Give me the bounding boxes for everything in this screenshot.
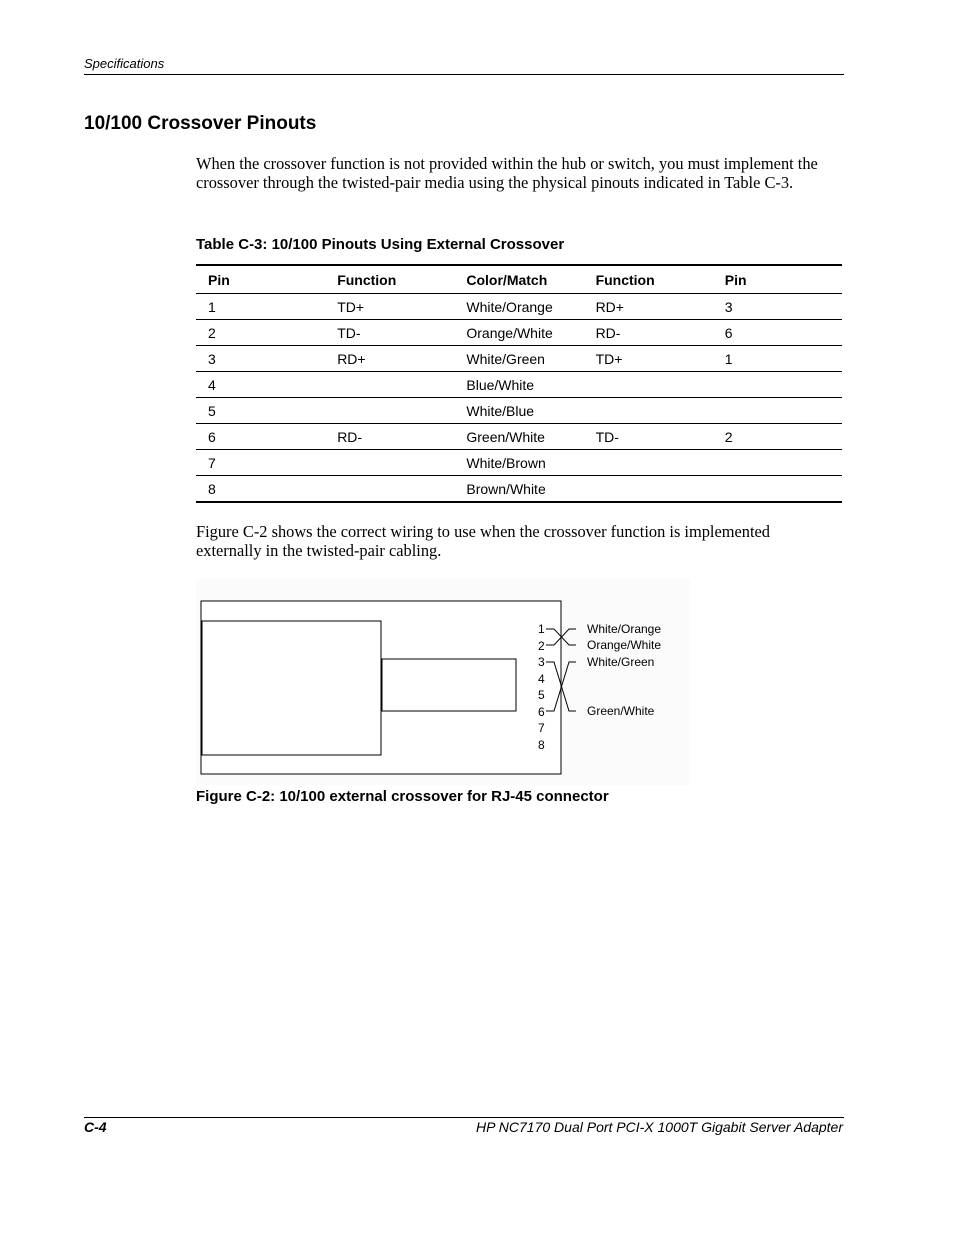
table-cell	[325, 450, 454, 476]
figure-caption: Figure C-2: 10/100 external crossover for RJ-45 connector	[196, 788, 609, 805]
table-cell: 2	[713, 424, 842, 450]
table-cell: 1	[713, 346, 842, 372]
table-cell: RD+	[325, 346, 454, 372]
table-cell: 1	[196, 294, 325, 320]
figure-intro-paragraph: Figure C-2 shows the correct wiring to use when the crossover function is implemented externally in the twisted-pair cabling.	[196, 522, 771, 560]
table-cell: Green/White	[454, 424, 583, 450]
table-row	[196, 294, 842, 320]
table-cell: RD-	[325, 424, 454, 450]
table-cell: White/Green	[454, 346, 583, 372]
crossover-diagram	[196, 579, 690, 785]
table-header-row	[196, 265, 842, 294]
column-header: Function	[584, 265, 713, 294]
table-cell: 6	[713, 320, 842, 346]
footer-rule	[84, 1117, 844, 1118]
intro-paragraph: When the crossover function is not provided within the hub or switch, you must implement the crossover through the twisted-pair media using the physical pinouts indicated in Table C-3.	[196, 154, 818, 192]
table-cell: White/Brown	[454, 450, 583, 476]
table-cell: TD+	[584, 346, 713, 372]
table-row	[196, 372, 842, 398]
pinout-table	[196, 264, 842, 503]
pin-label: 4	[538, 672, 545, 686]
section-title: 10/100 Crossover Pinouts	[84, 113, 317, 134]
table-cell: Blue/White	[454, 372, 583, 398]
table-cell: Orange/White	[454, 320, 583, 346]
table-cell	[713, 372, 842, 398]
table-cell: 3	[713, 294, 842, 320]
wire-label: Orange/White	[587, 638, 662, 652]
wire-label: Green/White	[587, 704, 655, 718]
column-header: Pin	[196, 265, 325, 294]
wire-label: White/Orange	[587, 622, 662, 636]
table-row	[196, 476, 842, 503]
table-cell	[325, 398, 454, 424]
column-header: Function	[325, 265, 454, 294]
pin-label: 2	[538, 639, 545, 653]
header-rule	[84, 74, 844, 75]
rj45-connector	[382, 659, 516, 711]
pin-label: 1	[538, 622, 545, 636]
table-cell: White/Orange	[454, 294, 583, 320]
table-cell	[325, 476, 454, 503]
table-cell: 5	[196, 398, 325, 424]
table-cell: RD+	[584, 294, 713, 320]
table-cell	[584, 476, 713, 503]
table-cell: RD-	[584, 320, 713, 346]
document-title: HP NC7170 Dual Port PCI-X 1000T Gigabit Server Adapter	[475, 1119, 843, 1135]
table-cell: TD+	[325, 294, 454, 320]
table-row	[196, 346, 842, 372]
table-cell: White/Blue	[454, 398, 583, 424]
table-row	[196, 450, 842, 476]
pin-label: 7	[538, 721, 545, 735]
table-cell: 7	[196, 450, 325, 476]
pin-label: 8	[538, 738, 545, 752]
table-cell: 8	[196, 476, 325, 503]
running-header: Specifications	[84, 56, 165, 71]
table-row	[196, 320, 842, 346]
table-cell: 3	[196, 346, 325, 372]
table-cell: TD-	[325, 320, 454, 346]
table-cell: 4	[196, 372, 325, 398]
column-header: Pin	[713, 265, 842, 294]
table-caption: Table C-3: 10/100 Pinouts Using External Crossover	[196, 236, 565, 253]
table-cell	[325, 372, 454, 398]
pin-label: 3	[538, 655, 545, 669]
table-cell: TD-	[584, 424, 713, 450]
column-header: Color/Match	[454, 265, 583, 294]
table-cell: 6	[196, 424, 325, 450]
wire-label: White/Green	[587, 655, 655, 669]
table-cell	[584, 372, 713, 398]
table-cell	[584, 450, 713, 476]
table-cell	[713, 476, 842, 503]
table-cell	[584, 398, 713, 424]
table-row	[196, 398, 842, 424]
pin-label: 6	[538, 705, 545, 719]
crossover-figure	[196, 579, 690, 785]
table-cell: Brown/White	[454, 476, 583, 503]
table-cell: 2	[196, 320, 325, 346]
table-row	[196, 424, 842, 450]
pin-label: 5	[538, 688, 545, 702]
page-number: C-4	[84, 1119, 107, 1135]
adapter-body	[202, 621, 381, 755]
table-cell	[713, 450, 842, 476]
table-cell	[713, 398, 842, 424]
